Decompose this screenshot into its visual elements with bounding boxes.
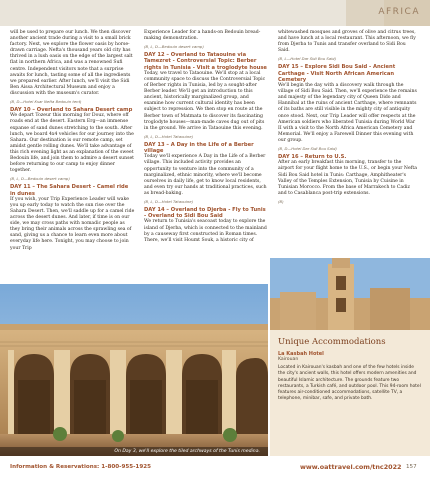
hotel-description: Located in Kairouan's kasbah and one of the few hotels inside the city's ancient walls, this hotel offers modern amenities and beautiful Islamic architecture. The grounds feature two restaurants, a Turkish café, and outdoor pool. This 94-room hotel features air-conditioned accommodations, satellite TV, a telephone, minibar, safe, and private bath. (278, 365, 421, 402)
day-heading: DAY 14 – Overland to Djerba - Fly to Tunis - Overland to Sidi Bou Said (144, 207, 266, 220)
itinerary-paragraph: We return to Tunisia's seacoast today to explore the island of Djerba, which is connected to the mainland by a causeway first constructed in Roman times. There, we'll visit Houmt Souk, a historic city of (144, 219, 267, 243)
medina-archways-image (0, 284, 268, 456)
meal-note: (B) (278, 198, 284, 204)
reservations-info: Information & Reservations: 1-800-955-1925 (10, 464, 152, 470)
accommodations-title: Unique Accommodations (278, 337, 386, 347)
itinerary-paragraph: Today we'll experience A Day in the Life of a Berber village. This included activity provides an opportunity to venture into the community of a marginalized, ethnic minority, where we'll become ourselves in daily life, get to know local residents, and even try our hands at traditional practices, such as bread-baking. (144, 154, 267, 196)
unique-accommodations-box (270, 330, 430, 456)
meal-note: (B, L, D—Bedouin desert camp) (144, 44, 204, 50)
page-footer (0, 456, 430, 480)
day-heading: DAY 10 – Overland to Sahara Desert camp (10, 107, 133, 114)
meal-note: (B, L, D—Hotel Tataouine) (144, 198, 194, 204)
medina-photo (0, 284, 268, 456)
meal-note: (B, D—Hotel Ksar Nefta Bedouin tent) (10, 99, 82, 105)
itinerary-column-1 (10, 30, 135, 254)
photo-caption: On Day 3, we'll explore the tiled archways of the Tunis medina. (0, 447, 268, 456)
itinerary-paragraph: We'll begin the day with a discovery walk through the village of Sidi Bou Said. Then, we'll experience the remains and majesty of the legendary city of Queen Dido and Hannibal at the ruins of ancient Carthage, where remnants of its baths are still visible in the mighty city of antiquity once stood. Next, our Trip Leader will offer respects at the American soldiers who liberated Tunisia during World War II with a visit to the North Africa American Cemetery and Memorial. We'll enjoy a Farewell Dinner this evening with our group. (278, 83, 417, 143)
itinerary-paragraph: whitewashed mosques and groves of olive and citrus trees, and have lunch at a local restaurant. This afternoon, we fly from Djerba to Tunis and transfer overland to Sidi Bou Said. (278, 30, 416, 54)
meal-note: (B, L, D—Bedouin desert camp) (10, 176, 70, 182)
day-heading: DAY 12 – Overland to Tataouine via Tamezret - Controversial Topic: Berber rights in Tunisia - Visit a troglodyte house (144, 52, 267, 71)
page-number: 157 (406, 464, 417, 470)
meal-note: (B, L—Hotel Dar Sidi Bou Said) (278, 56, 337, 62)
day-heading: DAY 13 – A Day in the Life of a Berber village (144, 141, 254, 155)
meal-note: (B, L, D—Hotel Tataouine) (144, 133, 194, 139)
kasbah-tower-photo (270, 258, 430, 330)
itinerary-paragraph: will be used to prepare our lunch. We then discover another ancient trade during a visit to a small brick factory. Next, we explore the flower oasis by horse-drawn carriage. Nefta's thousand years old city has thrived in a lush oasis on the edge of the largest salt flat in northern Africa, and was a renowned Sufi centre. Independent visitors note that a surprise awaits for lunch, tasting some of all the ingredients we prepared earlier. After lunch, we'll visit the Sidi Ben Aissa Architectural Museum and enjoy a discussion with the museum's curator. (10, 30, 133, 96)
itinerary-column-2 (144, 30, 269, 246)
day-heading: DAY 11 – The Sahara Desert - Camel ride in dunes (10, 184, 129, 197)
hotel-name: La Kasbah Hotel (278, 351, 324, 357)
section-label: AFRICA (378, 7, 420, 17)
page-header (0, 0, 430, 26)
itinerary-paragraph: If you wish, your Trip Experience Leader will wake you up early today to watch the sun rise over the Sahara Desert. Then, we'll saddle up for a camel ride across the desert dunes. And later, if time is on our side, we may cross paths with nomadic people as they bring their animals across the sprawling sea of sand, giving us a chance to learn even more about everyday life here. Tonight, you may choose to join your Trip (10, 196, 135, 251)
meal-note: (B, D—Hotel Dar Sidi Bou Said) (278, 146, 337, 152)
kasbah-tower-image (270, 258, 430, 330)
itinerary-paragraph: We depart Tozeur this morning for Douz, where off roads end at the desert. Eastern Erg—an immense expanse of sand dunes stretching to the south. After lunch, we board 4x4 vehicles for our journey into the Sahara. Our destination is our remote camp, set amidst gentle rolling dunes. We'll take advantage of this rich evening light as an explanation of the sweet Bedouin life, and join them to admire a desert sunset before returning to our camp to enjoy dinner together. (10, 113, 135, 174)
itinerary-paragraph: After an early breakfast this morning, transfer to the airport for your flight home to the U.S., or begin your Nefta Sidi Bou Said hotel in Tunis: Carthage, Amphitheater's Valley of the Temples Extension, Tunisia by Cuisine in Tunisian Morocco. From the base of Marrakech to Cadiz and to Casablanca post-trip extensions. (278, 160, 417, 196)
day-heading: DAY 16 – Return to U.S. (278, 154, 347, 161)
website-link[interactable]: www.oattravel.com/tnc2022 (300, 463, 402, 471)
itinerary-paragraph: Experience Leader for a hands-on Bedouin bread-making demonstration. (144, 30, 261, 42)
itinerary-column-3 (278, 30, 418, 207)
itinerary-paragraph: Today, we travel to Tataouine. We'll stop at a local community space to discuss the Controversial Topic of Berber rights in Tunisia, led by a sought-after Berber leader. We'll get an introduction to this ancient, historically marginalized group, and examine how current cultural identity has been subject to repression. We then stop en route at the Berber town of Matmata to discover its fascinating troglodyte houses—man-made caves dug out of pits in the ground. We arrive in Tataouine this evening. (144, 70, 266, 131)
hotel-location: Kairouan (278, 357, 299, 362)
day-heading: DAY 15 – Explore Sidi Bou Said - Ancient Carthage - Visit North African American Cemetery (278, 64, 396, 83)
